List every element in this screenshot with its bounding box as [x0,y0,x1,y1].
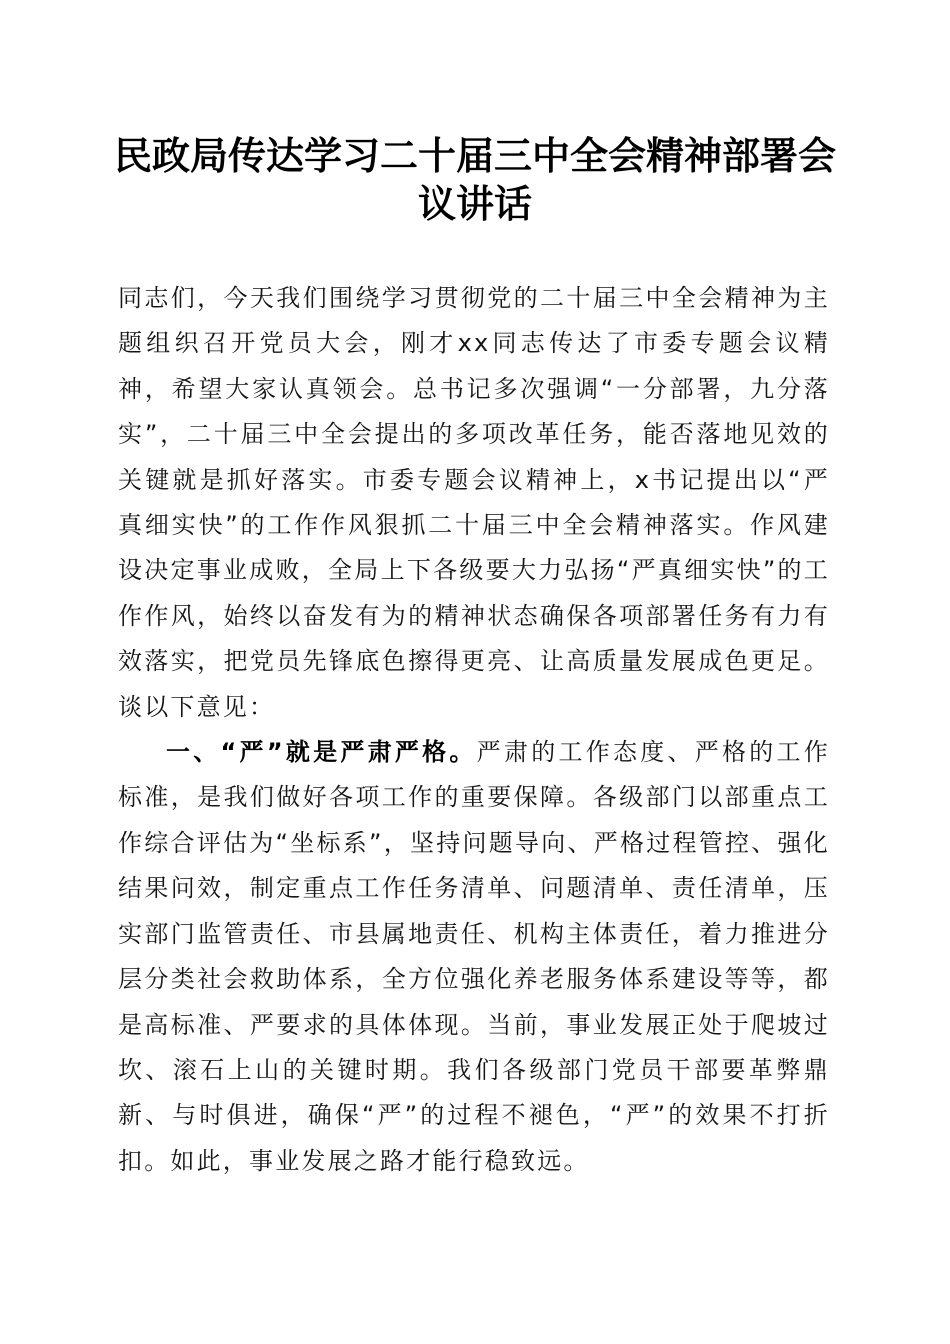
section-one-text: 严肃的工作态度、严格的工作标准，是我们做好各项工作的重要保障。各级部门以部重点工作综合评估为“坐标系”，坚持问题导向、严格过程管控、强化结果问效，制定重点工作任务清单、问题清单、责任清单，压实部门监管责任、市县属地责任、机构主体责任，着力推进分层分类社会救助体系，全方位强化养老服务体系建设等等，都是高标准、严要求的具体体现。当前，事业发展正处于爬坡过坎、滚石上山的关键时期。我们各级部门党员干部要革弊鼎新、与时俱进，确保“严”的过程不褪色，“严”的效果不打折扣。如此，事业发展之路才能行稳致远。 [118,738,830,1175]
section-one-paragraph [118,730,830,1184]
opening-paragraph: 同志们，今天我们围绕学习贯彻党的二十届三中全会精神为主题组织召开党员大会，刚才xx同志传达了市委专题会议精神，希望大家认真领会。总书记多次强调“一分部署，九分落实”，二十届三中全会提出的多项改革任务，能否落地见效的关键就是抓好落实。市委专题会议精神上，x书记提出以“严真细实快”的工作作风狠抓二十届三中全会精神落实。作风建设决定事业成败，全局上下各级要大力弘扬“严真细实快”的工作作风，始终以奋发有为的精神状态确保各项部署任务有力有效落实，把党员先锋底色擦得更亮、让高质量发展成色更足。谈以下意见： [118,284,830,721]
section-one-heading: 一、“严”就是严肃严格。 [166,738,477,767]
document-title: 民政局传达学习二十届三中全会精神部署会议讲话 [113,133,836,226]
document-body [118,276,830,1184]
